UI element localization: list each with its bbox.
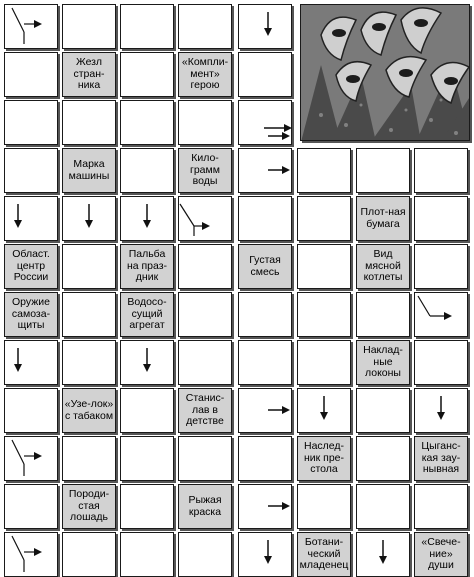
answer-cell[interactable] [4, 532, 58, 577]
clue-text: Оружие самоза-щиты [11, 296, 51, 332]
clue-uzelok [62, 388, 116, 433]
answer-cell[interactable] [4, 4, 58, 49]
answer-cell[interactable] [238, 148, 292, 193]
answer-cell[interactable] [297, 196, 351, 241]
answer-cell[interactable] [4, 148, 58, 193]
answer-cell[interactable] [4, 436, 58, 481]
answer-cell[interactable] [62, 340, 116, 385]
clue-text: Водосо-сущий агрегат [127, 296, 167, 332]
clue-text: Кило-грамм воды [190, 152, 220, 188]
clue-text: Област. центр России [12, 248, 50, 284]
clue-text: Пальба на праз-дник [126, 248, 168, 284]
answer-cell[interactable] [238, 340, 292, 385]
clue-porodistaya [62, 484, 116, 529]
clue-text: Наклад-ные локоны [363, 344, 403, 380]
clue-text: Марка машины [68, 158, 110, 182]
clue-text: Станис-лав в детстве [185, 392, 225, 428]
answer-cell[interactable] [414, 340, 468, 385]
answer-cell[interactable] [4, 196, 58, 241]
answer-cell[interactable] [178, 196, 232, 241]
clue-text: «Свече-ние» души [421, 536, 461, 572]
clue-stanislav [178, 388, 232, 433]
answer-cell[interactable] [178, 340, 232, 385]
answer-cell[interactable] [297, 340, 351, 385]
answer-cell[interactable] [414, 292, 468, 337]
answer-cell[interactable] [356, 436, 410, 481]
answer-cell[interactable] [238, 388, 292, 433]
answer-cell[interactable] [238, 4, 292, 49]
clue-text: Цыганс-кая зау-нывная [421, 440, 461, 476]
answer-cell[interactable] [414, 148, 468, 193]
clue-text: Наслед-ник пре-стола [303, 440, 345, 476]
clue-text: Густая смесь [249, 254, 281, 278]
answer-cell[interactable] [356, 292, 410, 337]
answer-cell[interactable] [178, 532, 232, 577]
clue-text: «Узе-лок» с табаком [64, 398, 114, 422]
clue-text: Плот-ная бумага [360, 206, 406, 230]
answer-cell[interactable] [62, 436, 116, 481]
answer-cell[interactable] [178, 436, 232, 481]
answer-cell[interactable] [4, 484, 58, 529]
answer-cell[interactable] [414, 484, 468, 529]
clue-kompliment [178, 52, 232, 97]
answer-cell[interactable] [120, 436, 174, 481]
answer-cell[interactable] [238, 196, 292, 241]
answer-cell[interactable] [178, 100, 232, 145]
clue-gustaya [238, 244, 292, 289]
answer-cell[interactable] [297, 148, 351, 193]
clue-naslednik [297, 436, 351, 481]
answer-cell[interactable] [297, 484, 351, 529]
answer-cell[interactable] [62, 292, 116, 337]
answer-cell[interactable] [120, 52, 174, 97]
clue-text: Рыжая краска [188, 494, 222, 518]
answer-cell[interactable] [178, 4, 232, 49]
clue-botanicheskiy [297, 532, 351, 577]
answer-cell[interactable] [62, 244, 116, 289]
answer-cell[interactable] [120, 532, 174, 577]
clue-plotnaya [356, 196, 410, 241]
answer-cell[interactable] [4, 100, 58, 145]
clue-kilogramm [178, 148, 232, 193]
answer-cell[interactable] [120, 100, 174, 145]
answer-cell[interactable] [120, 148, 174, 193]
clue-text: Вид мясной котлеты [363, 248, 403, 284]
answer-cell[interactable] [238, 436, 292, 481]
answer-cell[interactable] [120, 4, 174, 49]
clue-zhezl [62, 52, 116, 97]
answer-cell[interactable] [62, 196, 116, 241]
answer-cell[interactable] [297, 244, 351, 289]
clue-text: Породи-стая лошадь [68, 488, 110, 524]
clue-vodosos [120, 292, 174, 337]
clue-svechenie [414, 532, 468, 577]
answer-cell[interactable] [62, 100, 116, 145]
answer-cell[interactable] [178, 244, 232, 289]
clue-tsyganskaya [414, 436, 468, 481]
answer-cell[interactable] [4, 388, 58, 433]
answer-cell[interactable] [62, 4, 116, 49]
clue-text: Ботани-ческий младенец [299, 536, 349, 572]
answer-cell[interactable] [356, 388, 410, 433]
clue-text: Жезл стран-ника [73, 56, 105, 92]
answer-cell[interactable] [62, 532, 116, 577]
answer-cell[interactable] [414, 388, 468, 433]
answer-cell[interactable] [356, 484, 410, 529]
answer-cell[interactable] [120, 196, 174, 241]
answer-cell[interactable] [238, 484, 292, 529]
answer-cell[interactable] [238, 292, 292, 337]
answer-cell[interactable] [178, 292, 232, 337]
clue-marka [62, 148, 116, 193]
answer-cell[interactable] [238, 532, 292, 577]
clue-oblast [4, 244, 58, 289]
clue-nakladnye [356, 340, 410, 385]
clue-oruzhie [4, 292, 58, 337]
clue-palba [120, 244, 174, 289]
clue-text: «Компли-мент» герою [181, 56, 229, 92]
clue-vid [356, 244, 410, 289]
clue-ryzhaya [178, 484, 232, 529]
answer-cell[interactable] [120, 484, 174, 529]
answer-cell[interactable] [356, 148, 410, 193]
answer-cell[interactable] [4, 52, 58, 97]
answer-cell[interactable] [238, 52, 292, 97]
answer-cell[interactable] [120, 388, 174, 433]
answer-cell[interactable] [297, 292, 351, 337]
answer-cell[interactable] [414, 196, 468, 241]
answer-cell[interactable] [297, 388, 351, 433]
answer-cell[interactable] [4, 340, 58, 385]
answer-cell[interactable] [238, 100, 292, 145]
answer-cell[interactable] [120, 340, 174, 385]
answer-cell[interactable] [356, 532, 410, 577]
calla-lily-photo [300, 4, 470, 141]
answer-cell[interactable] [414, 244, 468, 289]
